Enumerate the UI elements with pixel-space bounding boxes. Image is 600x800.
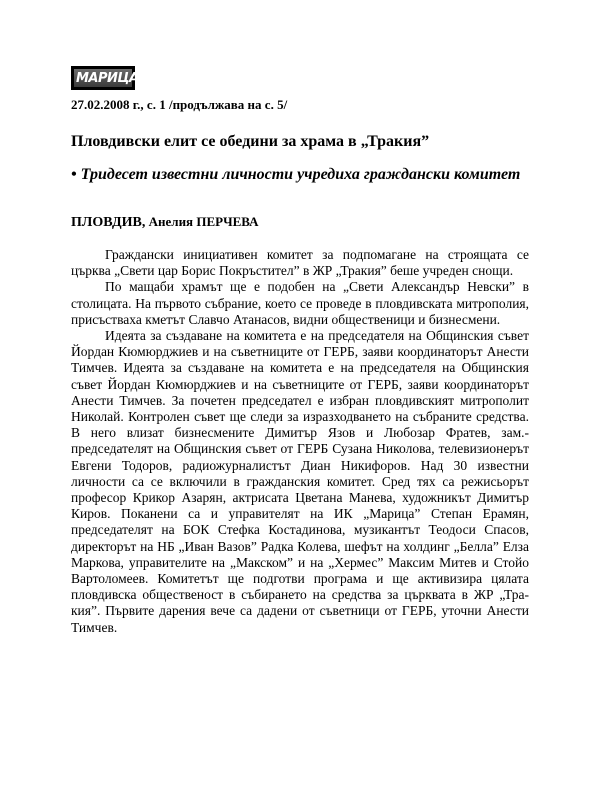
byline [71, 214, 529, 230]
paragraph: Граждански инициативен комитет за подпомагане на строящата се църква „Свети цар Борис Покръстител” в ЖР „Тракия” беше учреден снощи. [71, 247, 529, 279]
article [71, 66, 529, 636]
byline-city: ПЛОВДИВ, [71, 215, 146, 230]
newspaper-logo [71, 66, 139, 90]
logo-text: МАРИЦА [76, 71, 139, 86]
byline-author: Анелия ПЕРЧЕВА [148, 214, 259, 229]
subheadline: • Тридесет известни личности учредиха граждански комитет [71, 166, 521, 183]
article-body [71, 247, 529, 636]
dateline: 27.02.2008 г., с. 1 /продължава на с. 5/ [71, 97, 288, 112]
headline: Пловдивски елит се обедини за храма в „Тракия” [71, 133, 430, 150]
paragraph: Идеята за създаване на комитета е на председателя на Общинския съвет Йордан Кюмюрджиев и на съветниците от ГЕРБ, заяви координаторът Анести Тимчев. Идеята за създаване на комитета е на председателя на Общинския съвет Йордан Кюмюрджиев и на съветниците от ГЕРБ, заяви координаторът Анести Тимчев. За почетен председател е избран пловдивският митрополит Николай. Контролен съвет ще следи за изразходването на събраните средства. В него влизат бизнесмените Димитър Язов и Любозар Фратев, зам.-председателят на Общинския съвет от ГЕРБ Сузана Николова, телевизионерът Евгени Тодоров, радиожурналистът Диан Никифоров. Над 30 известни личности са се включили в гражданския комитет. Сред тях са режисьорът професор Крикор Азарян, актрисата Цветана Манева, художникът Димитър Киров. Поканени са и управителят на ИК „Марица” Степан Ерамян, председателят на БОК Стефка Костадинова, музикантът Теодоси Спасов, директорът на НБ „Иван Вазов” Радка Колева, шефът на холдинг „Белла” Елза Маркова, управителите на „Макском” и на „Хермес” Максим Митев и Стойо Вартоломеев. Комитетът ще подготви програма и ще активизира цялата пловдивска общественост в събирането на средства за църквата в ЖР „Тра-кия”. Първите дарения вече са дадени от съветници от ГЕРБ, уточни Анести Тимчев. [71, 328, 529, 635]
paragraph: По мащаби храмът ще е подобен на „Свети Александър Невски” в столицата. На първото събрание, което се проведе в пловдивската митрополия, присъстваха кметът Славчо Атанасов, видни общественици и бизнесмени. [71, 279, 529, 327]
